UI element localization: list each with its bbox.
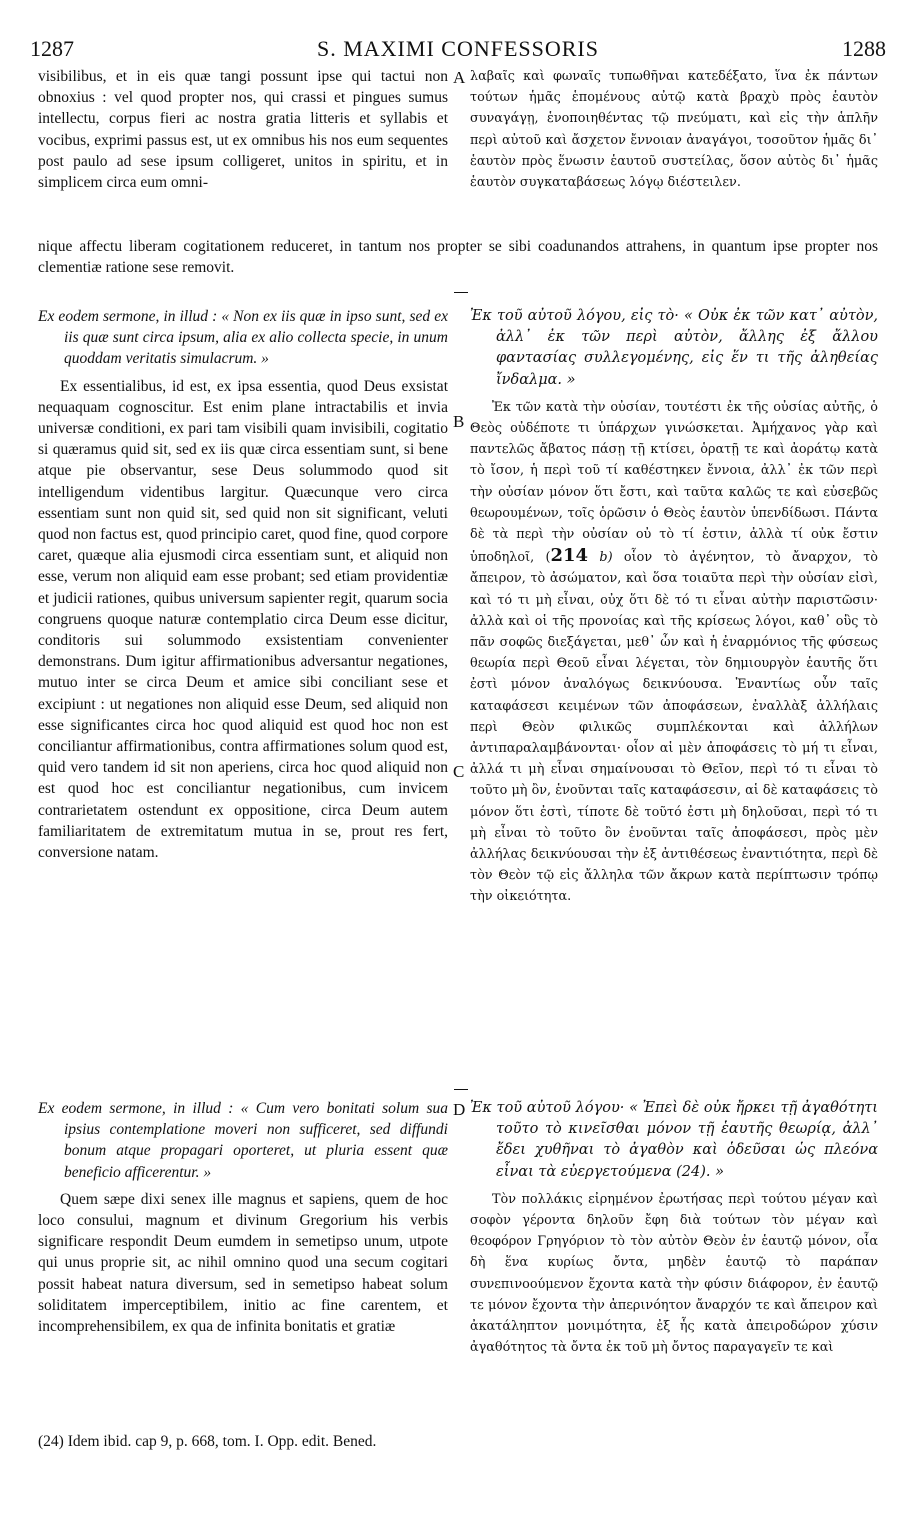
latin-paragraph-b: Ex essentialibus, id est, ex ipsa essentia, quod Deus exsistat nequaquam cognoscitur. Est enim plane intractabilis et invia universæ conditioni, ex pari tam visibili quam invisibili, cogitatio si quæramus quid sit, sed ex iis quæ circa essentiam sunt, si bene atque pie observantur, sese Deus solummodo quod sit intelligendum videntibus largitur. Quæcunque vero circa essentiam sunt non quid sit, sed quid non sit significant, veluti quod non factus est, quod principio caret, quod fine, quod corpore caret, quæque alia ejusmodi circa essentiam sunt, et aliquid non esse, verum non aliquid eam esse probant; sed etiam providentiæ et judicii rationes, quibus universum sapienter regit, quarum socia congruens quoque naturæ contemplatio circa Deum esse dicitur, conditoris sui solummodo exsistentiam convenienter demonstrans. Dum igitur affirmationibus adversantur negationes, mutuo inter se circa Deum et amice sibi conciliant sese et excipiunt : ut negationes non aliquid esse Deum, sed aliquid non esse significantes circa hoc quod aliquid est quod hoc non est conciliantur affirmationibus, contra affirmationes solum quod est, quid vero tandem id sit non aperiens, circa hoc quod aliquid non est quod hoc est conciliantur negationibus, cum invicem contrarietatem ostendunt ex oppositione, circa Deum autem familiaritatem de extremitatum mutua in se, prout res fert, conversione natam. <box>38 377 448 862</box>
footnote: (24) Idem ibid. cap 9, p. 668, tom. I. Opp. edit. Bened. <box>38 1433 377 1450</box>
latin-heading-b: Ex eodem sermone, in illud : « Non ex iis quæ in ipso sunt, sed ex iis quæ sunt circa ipsum, alia ex alio collecta specie, in unum quoddam veritatis simulacrum. » <box>38 308 448 368</box>
latin-column-d <box>38 1098 448 1337</box>
greek-column-top <box>470 66 878 193</box>
latin-paragraph-top: visibilibus, et in eis quæ tangi possunt ipse qui tactui non obnoxius : vel quod propter nos, qui crassi et pingues sumus intellectu, corpus fieri ac nostra gratia litteris et syllabis et vocibus, exprimi passus est, ut ex omnibus his nos eum sequentes post paulo ad sese ipsum colligeret, unitos in spiritu, et in simplicem circa eum omni- <box>38 68 448 192</box>
greek-heading-d-note: (24). » <box>676 1163 724 1180</box>
margin-marker-c: C <box>453 762 465 781</box>
margin-marker-a: A <box>453 68 466 87</box>
section-divider-2 <box>454 1089 468 1090</box>
folio-number: 214 <box>550 545 589 567</box>
folio-suffix: b) <box>599 550 613 566</box>
greek-heading-d <box>470 1098 878 1183</box>
greek-paragraph-top: λαβαῖς καὶ φωναῖς τυπωθῆναι κατεδέξατο, ἵνα ἐκ πάντων τούτων ἡμᾶς ἑπομένους αὐτῷ κατὰ βραχὺ πρὸς ἑαυτὸν συναγάγῃ, ἑνοποιηθέντας τῷ πνεύματι, καὶ εἰς τὴν ἁπλῆν περὶ αὐτοῦ καὶ ἄσχετον ἔννοιαν ἀναγάγοι, τοσοῦτον ἡμᾶς δι᾽ ἑαυτὸν πρὸς ἕνωσιν ἑαυτοῦ συστείλας, ὅσον αὐτὸς δι᾽ ἡμᾶς ἑαυτὸν συγκαταβάσεως λόγῳ διέστειλεν. <box>470 69 878 191</box>
page-header <box>30 36 886 66</box>
page-number-left: 1287 <box>30 36 74 61</box>
latin-column-top <box>38 66 448 193</box>
running-title: S. MAXIMI CONFESSORIS <box>316 36 599 61</box>
page-number-right: 1288 <box>842 36 886 61</box>
latin-continuation: nique affectu liberam cogitationem reduceret, in tantum nos propter se sibi coadunandos attrahens, in quantum ipse propter nos clementiæ ratione sese removit. <box>38 238 878 277</box>
greek-heading-d-text: Ἐκ τοῦ αὐτοῦ λόγου· « Ἐπεὶ δὲ οὐκ ἤρκει τῇ ἀγαθότητι τοῦτο τὸ κινεῖσθαι μόνον τῇ ἑαυτῆς θεωρίᾳ, ἀλλ᾽ ἔδει χυθῆναι τὸ ἀγαθὸν καὶ ὁδεῦσαι ὡς πλεόνα εἶναι τὰ εὐεργετούμενα <box>470 1100 878 1180</box>
greek-column-b <box>470 306 878 908</box>
margin-marker-d: D <box>453 1100 466 1119</box>
full-width-continuation <box>38 236 878 278</box>
greek-heading-b: Ἐκ τοῦ αὐτοῦ λόγου, εἰς τὸ· « Οὐκ ἐκ τῶν κατ᾽ αὐτὸν, ἀλλ᾽ ἐκ τῶν περὶ αὐτὸν, ἄλλης ἐξ ἄλλου φαντασίας συλλεγομένης, εἰς ἕν τι τῆς ἀληθείας ἴνδαλμα. » <box>470 308 878 388</box>
latin-paragraph-d: Quem sæpe dixi senex ille magnus et sapiens, quem de hoc loco consului, magnum et divinum Gregorium his verbis significare respondit Deum eumdem in semetipso unum, utpote qui unus proprie sit, ac nihil omnino quod una secum cogitari possit habeat natura diversum, sed in semetipso habeat solum soliditatem imperceptibilem, initio ac fine carentem, et incomprehensibilem, ex qua de infinita bonitatis et gratiæ <box>38 1190 448 1336</box>
greek-paragraph-b: Ἐκ τῶν κατὰ τὴν οὐσίαν, τουτέστι ἐκ τῆς οὐσίας αὐτῆς, ὁ Θεὸς οὐδέποτε τι ὑπάρχων γινώσκεται. Ἀμήχανος γὰρ καὶ παντελῶς ἄβατος πάσῃ τῇ κτίσει, ὁρατῇ τε καὶ ἀοράτῳ κατὰ τὸ ἴσον, ἡ περὶ τοῦ τί καθέστηκεν ἔννοια, ἀλλ᾽ ἐκ τῶν περὶ τὴν οὐσίαν μόνον ὅτι ἔστι, καὶ ταῦτα καλῶς τε καὶ εὐσεβῶς θεωρουμένων, τοῖς ὁρῶσιν ὁ Θεὸς ἑαυτὸν ὑπενδίδωσι. Πάντα δὲ τὰ περὶ τὴν οὐσίαν οὐ τὸ τί ἐστιν, ἀλλὰ τί οὐκ ἔστιν ὑποδηλοῖ, (214 b) οἷον τὸ ἀγένητον, τὸ ἄναρχον, τὸ ἄπειρον, τὸ ἀσώματον, καὶ ὅσα τοιαῦτα περὶ τὴν οὐσίαν εἰσὶ, καὶ τό τι μὴ εἶναι, οὐχ ὅτι δὲ τό τι εἶναι αὐτὴν παριστῶσιν· ἀλλὰ καὶ οἱ τῆς προνοίας καὶ τῆς κρίσεως λόγοι, καθ᾽ οὓς τὸ πᾶν σοφῶς διεξάγεται, μεθ᾽ ὧν καὶ ἡ ἐναρμόνιος τῆς φύσεως θεωρία περὶ Θεοῦ εἶναι λέγεται, τὸν δημιουργὸν ἑαυτῆς ὅτι ἐστὶ μόνον ἀναλόγως δεικνύουσα. Ἐναντίως οὖν ταῖς καταφάσεσι κειμένων τῶν ἀποφάσεων, ἐναλλὰξ ἀλλήλαις περὶ Θεὸν φιλικῶς συμπλέκονται καὶ ἀλλήλων ἀντιπαραλαμβάνονται· οἷον αἱ μὲν ἀποφάσεις τὸ μή τι εἶναι, ἀλλά τι μὴ εἶναι σημαίνουσαι τὸ Θεῖον, περὶ τό τι εἶναι τὸ τοῦτο μὴ ὂν, ἑνοῦνται ταῖς καταφάσεσιν, αἱ δὲ καταφάσεις τὸ μόνον ὅτι ἐστὶ, τίποτε δὲ τοῦτό ἐστι μὴ δηλοῦσαι, περὶ τό τι μὴ εἶναι τὸ τοῦτο ὂν ἑνοῦνται ταῖς ἀποφάσεσι, πρὸς μὲν ἀλλήλας δεικνύουσαι τὴν ἐξ ἀντιθέσεως ἐναντιότητα, περὶ δὲ τὸν Θεὸν τῷ εἰς ἄλληλα τῶν ἄκρων κατὰ περίπτωσιν τρόπῳ τὴν οἰκειότητα. <box>470 399 878 905</box>
margin-marker-b: B <box>453 412 465 431</box>
greek-paragraph-d: Τὸν πολλάκις εἰρημένον ἐρωτήσας περὶ τούτου μέγαν καὶ σοφὸν γέροντα δηλοῦν ἔφη διὰ τούτων τὸν μέγαν καὶ θεοφόρον Γρηγόριον τὸ τὸν αὐτὸν Θεὸν ἐν ἑαυτῷ μόνον, οἷα δὴ ἕνα κυρίως ὄντα, μηδὲν ἑαυτῷ τὸ παράπαν συνεπινοούμενον ἔχοντα κατὰ τὴν φύσιν διάφορον, ἐν ἑαυτῷ τε μόνον ἔχοντα τὴν ἀπερινόητον ἄναρχόν τε καὶ ἄπειρον καὶ ἀκατάληπτον μονιμότητα, ἐξ ἧς κατὰ ἀπειροδώρον χύσιν ἀγαθότητος τὰ ὄντα ἐκ τοῦ μὴ ὄντος παραγαγεῖν τε καὶ <box>470 1191 878 1356</box>
greek-column-d <box>470 1098 878 1358</box>
greek-text-b2: οἷον τὸ ἀγένητον, τὸ ἄναρχον, τὸ ἄπειρον, τὸ ἀσώματον, καὶ ὅσα τοιαῦτα περὶ τὴν οὐσίαν εἰσὶ, καὶ τό τι μὴ εἶναι, οὐχ ὅτι δὲ τό τι εἶναι αὐτὴν παριστῶσιν· ἀλλὰ καὶ οἱ τῆς προνοίας καὶ τῆς κρίσεως λόγοι, καθ᾽ οὓς τὸ πᾶν σοφῶς διεξάγεται, μεθ᾽ ὧν καὶ ἡ ἐναρμόνιος τῆς φύσεως θεωρία περὶ Θεοῦ εἶναι λέγεται, τὸν δημιουργὸν ἑαυτῆς ὅτι ἐστὶ μόνον ἀναλόγως δεικνύουσα. Ἐναντίως οὖν ταῖς καταφάσεσι κειμένων τῶν ἀποφάσεων, ἐναλλὰξ ἀλλήλαις περὶ Θεὸν φιλικῶς συμπλέκονται καὶ ἀλλήλων ἀντιπαραλαμβάνονται· οἷον αἱ μὲν ἀποφάσεις τὸ μή τι εἶναι, ἀλλά τι μὴ εἶναι σημαίνουσαι τὸ Θεῖον, περὶ τό τι εἶναι τὸ τοῦτο μὴ ὂν, ἑνοῦνται ταῖς καταφάσεσιν, αἱ δὲ καταφάσεις τὸ μόνον ὅτι ἐστὶ, τίποτε δὲ τοῦτό ἐστι μὴ δηλοῦσαι, περὶ τό τι μὴ εἶναι τὸ τοῦτο ὂν ἑνοῦνται ταῖς ἀποφάσεσι, πρὸς μὲν ἀλλήλας δεικνύουσαι τὴν ἐξ ἀντιθέσεως ἐναντιότητα, περὶ δὲ τὸν Θεὸν τῷ εἰς ἄλληλα τῶν ἄκρων κατὰ περίπτωσιν τρόπῳ τὴν οἰκειότητα. <box>470 550 878 905</box>
latin-heading-d: Ex eodem sermone, in illud : « Cum vero bonitati solum sua ipsius contemplatione moveri non sufficeret, sed diffundi bonum atque propagari oporteret, ut pluria essent quæ beneficio afficerentur. » <box>38 1100 448 1181</box>
section-divider <box>454 292 468 293</box>
latin-column-b <box>38 306 448 863</box>
greek-text-b1: Ἐκ τῶν κατὰ τὴν οὐσίαν, τουτέστι ἐκ τῆς οὐσίας αὐτῆς, ὁ Θεὸς οὐδέποτε τι ὑπάρχων γινώσκεται. Ἀμήχανος γὰρ καὶ παντελῶς ἄβατος πάσῃ τῇ κτίσει, ὁρατῇ τε καὶ ἀοράτῳ κατὰ τὸ ἴσον, ἡ περὶ τοῦ τί καθέστηκεν ἔννοια, ἀλλ᾽ ἐκ τῶν περὶ τὴν οὐσίαν μόνον ὅτι ἔστι, καὶ ταῦτα καλῶς τε καὶ εὐσεβῶς θεωρουμένων, τοῖς ὁρῶσιν ὁ Θεὸς ἑαυτὸν ὑπενδίδωσι. Πάντα δὲ τὰ περὶ τὴν οὐσίαν οὐ τὸ τί ἐστιν, ἀλλὰ τί οὐκ ἔστιν ὑποδηλοῖ, <box>470 399 878 566</box>
